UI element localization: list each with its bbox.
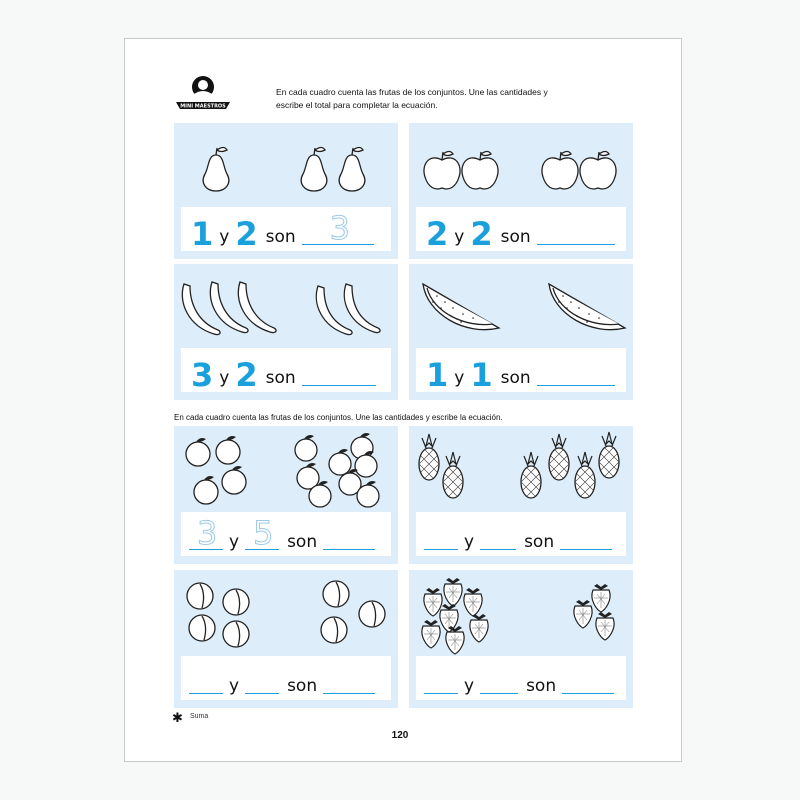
word-y: y [229, 532, 240, 552]
answer-field-a[interactable] [424, 693, 458, 694]
answer-box [181, 348, 391, 392]
watermelon-icon [415, 278, 630, 338]
word-son: son [287, 532, 318, 552]
answer-box [416, 512, 626, 556]
number-a: 1 [426, 356, 449, 394]
banana-icon [178, 274, 393, 340]
answer-field-b[interactable] [245, 693, 279, 694]
word-y: y [229, 676, 240, 696]
panel-bananas [174, 264, 398, 400]
panel-pineapples [409, 426, 633, 564]
number-a: 1 [191, 215, 214, 253]
word-y: y [219, 368, 230, 388]
logo-icon [172, 72, 234, 112]
answer-field-a[interactable] [189, 693, 223, 694]
page-number: 120 [391, 730, 409, 741]
number-b: 2 [235, 215, 258, 253]
word-son: son [500, 368, 531, 388]
traced-number-a: 3 [197, 514, 218, 552]
instruction-top-line1: En cada cuadro cuenta las frutas de los conjuntos. Une las cantidades y [276, 87, 548, 97]
panel-oranges [174, 426, 398, 564]
panel-apples [409, 123, 633, 259]
answer-field-b[interactable] [480, 693, 518, 694]
answer-field-b[interactable] [245, 514, 279, 556]
word-y: y [454, 227, 465, 247]
answer-field-a[interactable] [424, 549, 458, 550]
orange-icon [178, 432, 393, 512]
answer-box [416, 348, 626, 392]
number-b: 2 [470, 215, 493, 253]
answer-field-total[interactable] [323, 693, 375, 694]
peach-icon [178, 576, 393, 656]
answer-field-total[interactable] [560, 549, 612, 550]
answer-field[interactable] [302, 209, 374, 251]
number-b: 2 [235, 356, 258, 394]
traced-answer: 3 [329, 209, 350, 247]
word-son: son [287, 676, 318, 696]
answer-field-b[interactable] [480, 549, 516, 550]
instruction-top-line2: escribe el total para completar la ecuación. [276, 100, 438, 110]
answer-field-total[interactable] [323, 549, 375, 550]
word-son: son [265, 368, 296, 388]
answer-field[interactable] [537, 244, 615, 245]
pear-icon [194, 143, 384, 195]
panel-pears [174, 123, 398, 259]
strawberry-icon [415, 576, 627, 656]
answer-box [416, 207, 626, 251]
answer-box [181, 207, 391, 251]
answer-box [181, 512, 391, 556]
instruction-top [276, 86, 548, 112]
number-b: 1 [470, 356, 493, 394]
panel-strawberries [409, 570, 633, 708]
answer-field[interactable] [537, 385, 615, 386]
answer-field-total[interactable] [562, 693, 614, 694]
answer-box [181, 656, 391, 700]
word-y: y [219, 227, 230, 247]
word-son: son [524, 532, 555, 552]
star-icon: ✱ [172, 710, 183, 725]
footer-label: Suma [190, 713, 209, 720]
number-a: 2 [426, 215, 449, 253]
logo-text: MINI MAESTROS [180, 103, 226, 110]
panel-watermelon [409, 264, 633, 400]
word-y: y [464, 532, 475, 552]
traced-number-b: 5 [253, 514, 274, 552]
pineapple-icon [411, 430, 631, 514]
apple-icon [419, 143, 629, 195]
word-son: son [500, 227, 531, 247]
word-son: son [265, 227, 296, 247]
answer-box [416, 656, 626, 700]
word-y: y [454, 368, 465, 388]
answer-field[interactable] [302, 385, 376, 386]
word-son: son [526, 676, 557, 696]
instruction-middle: En cada cuadro cuenta las frutas de los conjuntos. Une las cantidades y escribe la ecuación. [174, 413, 503, 422]
number-a: 3 [191, 356, 214, 394]
answer-field-a[interactable] [189, 514, 223, 556]
panel-peaches [174, 570, 398, 708]
word-y: y [464, 676, 475, 696]
